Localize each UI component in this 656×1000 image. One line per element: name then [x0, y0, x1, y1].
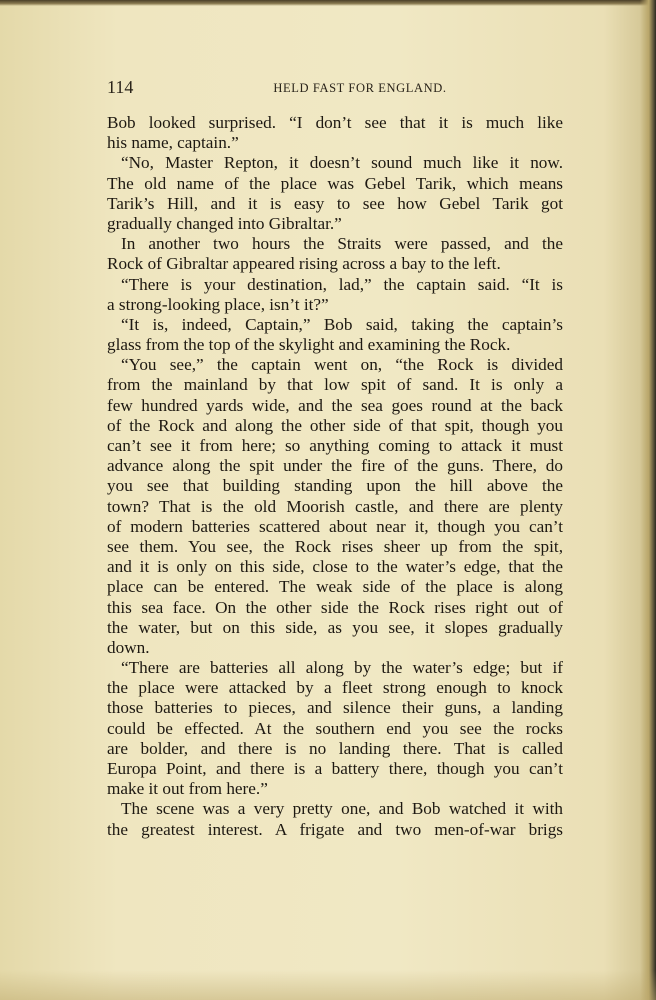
text-line: Europa Point, and there is a battery there, though you can’t	[107, 759, 563, 778]
text-line: of the Rock and along the other side of that spit, though you	[107, 415, 563, 435]
text-line: town? That is the old Moorish castle, and there are plenty	[107, 496, 563, 516]
text-line: of modern batteries scattered about near it, though you can’t	[107, 516, 563, 536]
text-line: glass from the top of the skylight and examining the Rock.	[107, 335, 511, 355]
text-line: advance along the spit under the fire of the guns. There, do	[107, 456, 563, 476]
text-line: down.	[107, 637, 150, 657]
text-line: those batteries to pieces, and silence their guns, a landing	[107, 698, 563, 718]
text-line: In another two hours the Straits were passed, and the	[121, 234, 563, 254]
text-line: “No, Master Repton, it doesn’t sound much like it now.	[121, 153, 563, 173]
page-top-edge	[0, 0, 656, 6]
text-line: can’t see it from here; so anything coming to attack it must	[107, 436, 563, 455]
text-line: gradually changed into Gibraltar.”	[107, 213, 342, 233]
text-line: from the mainland by that low spit of sand. It is only a	[107, 375, 563, 395]
page-number: 114	[107, 77, 134, 97]
text-line: the place were attacked by a fleet strong enough to knock	[107, 678, 563, 698]
text-line: “There is your destination, lad,” the captain said. “It is	[121, 274, 563, 294]
text-line: a strong-looking place, isn’t it?”	[107, 294, 329, 314]
text-line: you see that building standing upon the hill above the	[107, 476, 563, 496]
page-bottom-shade	[0, 970, 656, 1000]
text-line: Rock of Gibraltar appeared rising across a bay to the left.	[107, 254, 501, 274]
text-line: make it out from here.”	[107, 779, 268, 799]
page-binding-edge	[640, 0, 656, 1000]
text-line: the water, but on this side, as you see, it slopes gradually	[107, 617, 563, 637]
running-title: HELD FAST FOR ENGLAND.	[273, 81, 447, 95]
text-line: The old name of the place was Gebel Tarik, which means	[107, 173, 563, 193]
body-text	[107, 113, 563, 840]
text-line: and it is only on this side, close to the water’s edge, that the	[107, 557, 563, 577]
text-line: “There are batteries all along by the water’s edge; but if	[121, 658, 563, 678]
text-line: place can be entered. The weak side of the place is along	[107, 577, 563, 597]
running-header	[107, 76, 563, 100]
text-line: see them. You see, the Rock rises sheer up from the spit,	[107, 536, 563, 556]
text-line: Bob looked surprised. “I don’t see that it is much like	[107, 113, 563, 132]
text-line: few hundred yards wide, and the sea goes round at the back	[107, 395, 563, 415]
text-line: “It is, indeed, Captain,” Bob said, taking the captain’s	[121, 314, 563, 334]
text-line: this sea face. On the other side the Rock rises right out of	[107, 597, 563, 617]
text-line: Tarik’s Hill, and it is easy to see how Gebel Tarik got	[107, 193, 563, 213]
text-line: could be effected. At the southern end you see the rocks	[107, 718, 563, 738]
text-line: The scene was a very pretty one, and Bob watched it with	[121, 799, 563, 819]
text-line: are bolder, and there is no landing there. That is called	[107, 738, 563, 758]
text-line: his name, captain.”	[107, 133, 239, 153]
text-line: “You see,” the captain went on, “the Rock is divided	[121, 355, 563, 375]
text-line: the greatest interest. A frigate and two men-of-war brigs	[107, 819, 563, 839]
